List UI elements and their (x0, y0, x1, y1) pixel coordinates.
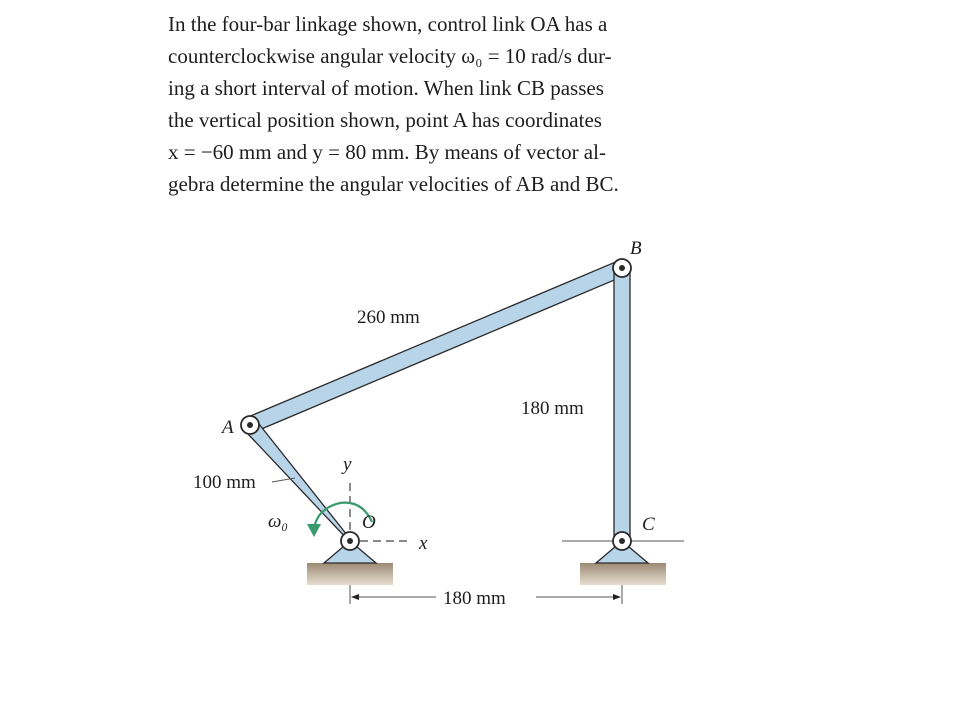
ground-O (307, 563, 393, 585)
label-B: B (630, 238, 642, 259)
label-omega: ω₀ (268, 511, 289, 532)
label-y: y (343, 454, 352, 475)
ground-C (580, 563, 666, 585)
label-x: x (419, 533, 428, 554)
pin-A (241, 416, 259, 434)
pin-O (341, 532, 359, 550)
label-C: C (642, 514, 655, 535)
label-O: O (362, 512, 376, 533)
pin-C (613, 532, 631, 550)
problem-line-2: counterclockwise angular velocity ω₀ = 10 rad/s dur- (168, 44, 612, 68)
problem-line-6: gebra determine the angular velocities of AB and BC. (168, 172, 619, 196)
link-OA (244, 421, 356, 547)
pin-B (613, 259, 631, 277)
dim-OC-label: 180 mm (443, 588, 506, 609)
dim-OA-label: 100 mm (193, 472, 256, 493)
problem-line-5: x = −60 mm and y = 80 mm. By means of vector al- (168, 140, 606, 164)
dim-AB-label: 260 mm (357, 307, 420, 328)
problem-line-1: In the four-bar linkage shown, control link OA has a (168, 12, 608, 36)
omega-arrowhead-icon (307, 524, 321, 537)
label-A: A (222, 417, 234, 438)
dim-BC-label: 180 mm (521, 398, 584, 419)
problem-line-4: the vertical position shown, point A has coordinates (168, 108, 602, 132)
link-BC (614, 268, 630, 541)
problem-line-3: ing a short interval of motion. When link CB passes (168, 76, 604, 100)
